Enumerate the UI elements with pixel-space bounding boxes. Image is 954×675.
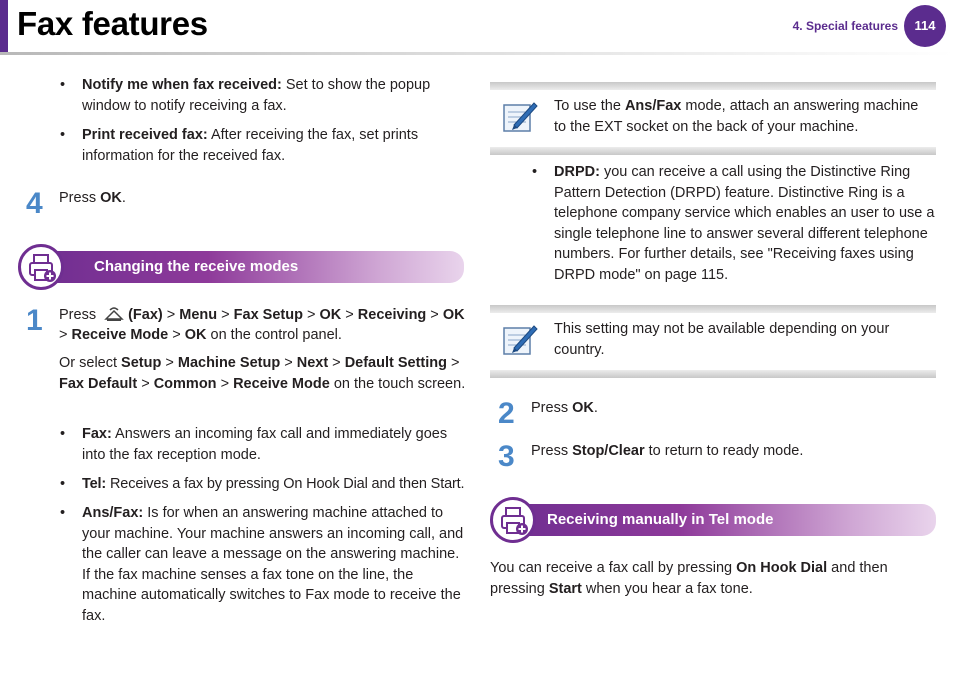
header-divider — [0, 52, 954, 55]
step-1-or-select: Or select Setup > Machine Setup > Next > Default Setting > Fax Default > Common > Receive Mode on the touch screen. — [59, 355, 466, 392]
section-title: Changing the receive modes — [94, 258, 299, 275]
notepad-pen-icon — [500, 322, 540, 365]
step-2-text: Press OK. — [531, 400, 598, 416]
bullet-notify: • Notify me when fax received: Set to show the popup window to notify receiving a fax. — [60, 77, 431, 114]
step-number-1: 1 — [26, 304, 43, 337]
bullet-mode-fax: • Fax: Answers an incoming fax call and immediately goes into the fax reception mode. — [60, 426, 448, 463]
manual-receive-text: You can receive a fax call by pressing On Hook Dial and then pressing Start when you hear a fax tone. — [490, 560, 888, 597]
note-box-availability — [490, 305, 936, 378]
note-text: This setting may not be available depending on your country. — [554, 321, 890, 358]
printer-fax-icon — [490, 497, 536, 543]
bullet-mode-ansfax: • Ans/Fax: Is for when an answering machine attached to your machine. Your machine answers an incoming call, and the caller can leave a message on the answering machine. If the fax machine senses a fax tone on the line, the machine automatically switches to Fax mode to receive the fax. — [60, 505, 464, 624]
chapter-label: 4. Special features — [792, 19, 898, 33]
section-header-receive-modes — [37, 251, 464, 283]
bullet-drpd: • DRPD: you can receive a call using the Distinctive Ring Pattern Detection (DRPD) feature. Distinctive Ring is a telephone company service which enables an user to use a single telephone line to answer several different telephone numbers. For further details, see "Receiving faxes using DRPD mode" on page 115. — [532, 164, 935, 283]
header-accent-bar — [0, 0, 8, 52]
note-text: To use the Ans/Fax mode, attach an answering machine to the EXT socket on the back of your machine. — [554, 98, 919, 135]
step-1-line-1: Press (Fax) > Menu > Fax Setup > OK > Receiving > OK — [59, 307, 465, 323]
page-title: Fax features — [17, 5, 208, 42]
printer-fax-icon — [18, 244, 64, 290]
step-number-3: 3 — [498, 440, 515, 473]
step-number-4: 4 — [26, 187, 43, 220]
bullet-print-received: • Print received fax: After receiving the fax, set prints information for the received fax. — [60, 127, 419, 164]
section-header-manual-tel — [509, 504, 936, 536]
bullet-mode-tel: • Tel: Receives a fax by pressing On Hook Dial and then Start. — [60, 476, 465, 492]
section-title: Receiving manually in Tel mode — [547, 511, 774, 528]
page-number-badge: 114 — [904, 5, 946, 47]
note-box-ansfax — [490, 82, 936, 155]
step-4-text: Press OK. — [59, 190, 126, 206]
step-3-text: Press Stop/Clear to return to ready mode. — [531, 443, 804, 459]
step-1-line-2: > Receive Mode > OK on the control panel. — [59, 327, 342, 343]
notepad-pen-icon — [500, 99, 540, 142]
step-number-2: 2 — [498, 397, 515, 430]
fax-key-icon — [103, 306, 125, 322]
